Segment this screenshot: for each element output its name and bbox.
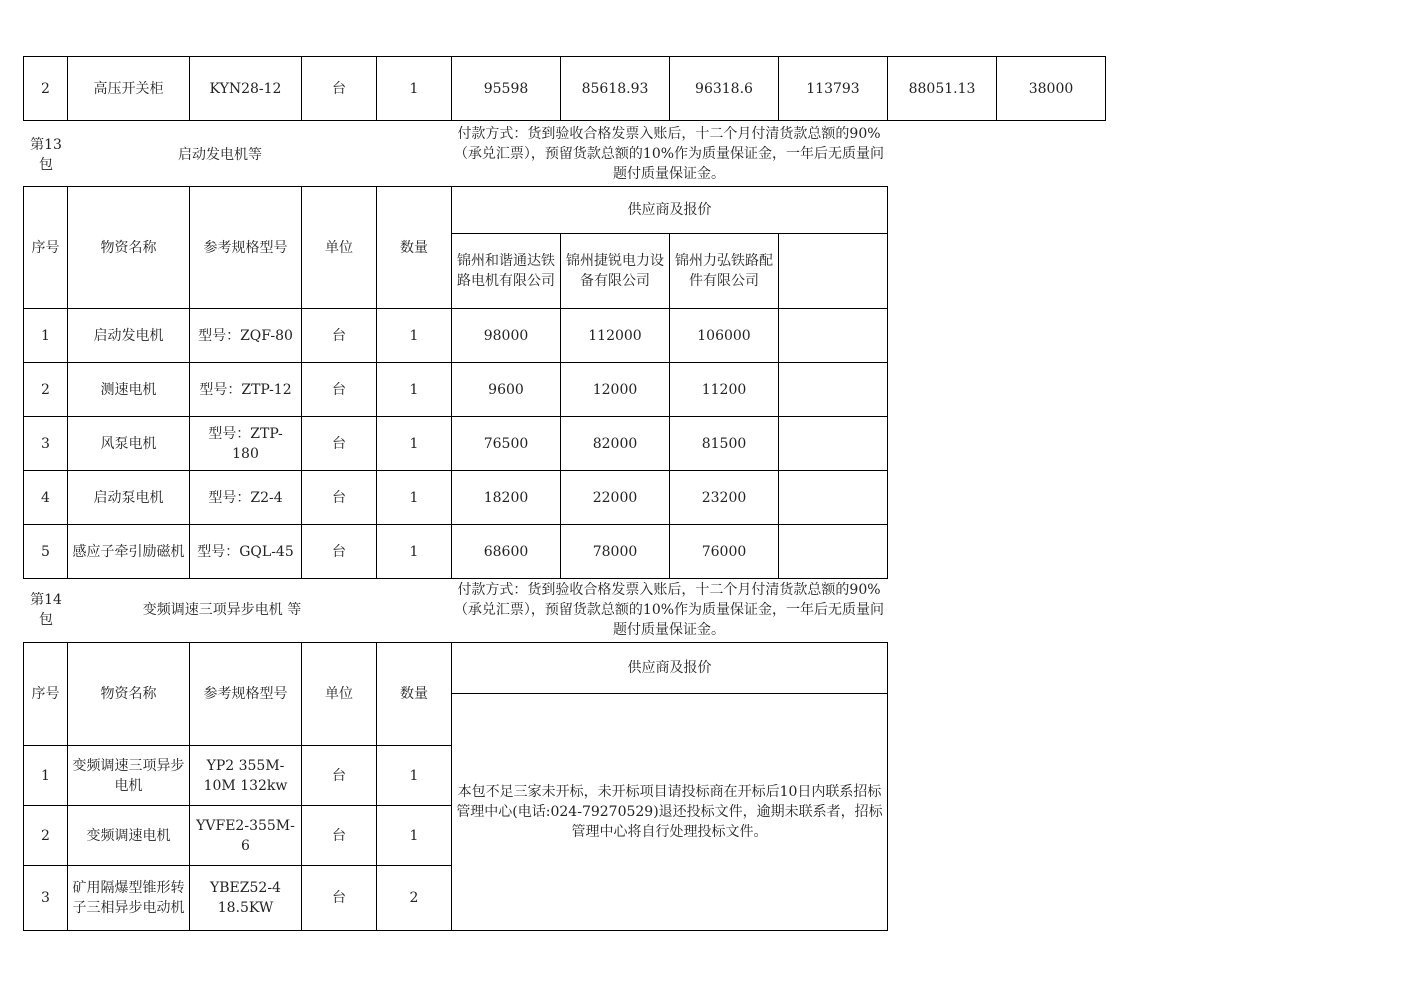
header-model: 参考规格型号 <box>190 187 302 309</box>
header-unit: 单位 <box>302 643 377 746</box>
pkg14-label: 第14包 <box>30 592 62 628</box>
header-suppliers: 供应商及报价 <box>452 643 888 694</box>
table-row <box>24 309 888 363</box>
price-cell: 18200 <box>452 471 561 525</box>
model-cell: 型号：ZQF-80 <box>190 309 302 363</box>
header-seq: 序号 <box>24 187 68 309</box>
top-row-table <box>23 56 1106 121</box>
qty-cell: 1 <box>377 57 452 121</box>
header-suppliers: 供应商及报价 <box>452 187 888 234</box>
price-cell: 23200 <box>670 471 779 525</box>
seq-cell: 3 <box>24 866 68 931</box>
price-cell: 12000 <box>561 363 670 417</box>
price-cell: 95598 <box>452 57 561 121</box>
qty-cell: 2 <box>377 866 452 931</box>
model-cell: 型号：ZTP-180 <box>190 417 302 471</box>
unit-cell: 台 <box>302 866 377 931</box>
price-cell <box>779 309 888 363</box>
unit-cell: 台 <box>302 309 377 363</box>
name-cell: 矿用隔爆型锥形转子三相异步电动机 <box>68 866 190 931</box>
seq-cell: 3 <box>24 417 68 471</box>
price-cell: 98000 <box>452 309 561 363</box>
model-cell: 型号：Z2-4 <box>190 471 302 525</box>
pkg13-table <box>23 186 888 579</box>
unit-cell: 台 <box>302 57 377 121</box>
price-cell: 96318.6 <box>670 57 779 121</box>
header-model: 参考规格型号 <box>190 643 302 746</box>
table-row <box>24 417 888 471</box>
supplier-name: 锦州捷锐电力设备有限公司 <box>561 234 670 309</box>
model-cell: YBEZ52-4 18.5KW <box>190 866 302 931</box>
price-cell: 78000 <box>561 525 670 579</box>
price-cell <box>779 525 888 579</box>
pkg13-title: 启动发电机等 <box>178 147 262 163</box>
qty-cell: 1 <box>377 525 452 579</box>
model-cell: YP2 355M-10M 132kw <box>190 746 302 806</box>
qty-cell: 1 <box>377 417 452 471</box>
unit-cell: 台 <box>302 746 377 806</box>
pkg13-payment: 付款方式：货到验收合格发票入账后，十二个月付清货款总额的90%（承兑汇票），预留货款总额的10%作为质量保证金，一年后无质量问题付质量保证金。 <box>453 126 885 182</box>
header-name: 物资名称 <box>68 643 190 746</box>
name-cell: 测速电机 <box>68 363 190 417</box>
price-cell: 82000 <box>561 417 670 471</box>
seq-cell: 1 <box>24 746 68 806</box>
pkg14-title: 变频调速三项异步电机 等 <box>142 602 302 618</box>
pkg14-notice: 本包不足三家未开标，未开标项目请投标商在开标后10日内联系招标管理中心(电话:024-79270529)退还投标文件，逾期未联系者，招标管理中心将自行处理投标文件。 <box>452 694 888 931</box>
seq-cell: 2 <box>24 57 68 121</box>
qty-cell: 1 <box>377 309 452 363</box>
price-cell: 68600 <box>452 525 561 579</box>
supplier-name: 锦州力弘铁路配件有限公司 <box>670 234 779 309</box>
seq-cell: 2 <box>24 806 68 866</box>
seq-cell: 2 <box>24 363 68 417</box>
table-row <box>24 363 888 417</box>
name-cell: 启动发电机 <box>68 309 190 363</box>
qty-cell: 1 <box>377 363 452 417</box>
name-cell: 感应子牵引励磁机 <box>68 525 190 579</box>
price-cell <box>779 417 888 471</box>
price-cell: 112000 <box>561 309 670 363</box>
price-cell: 85618.93 <box>561 57 670 121</box>
table-row <box>24 57 1106 121</box>
model-cell: 型号：ZTP-12 <box>190 363 302 417</box>
table-row <box>24 471 888 525</box>
pkg14-payment: 付款方式：货到验收合格发票入账后，十二个月付清货款总额的90%（承兑汇票），预留货款总额的10%作为质量保证金，一年后无质量问题付质量保证金。 <box>453 582 885 638</box>
price-cell: 113793 <box>779 57 888 121</box>
header-qty: 数量 <box>377 643 452 746</box>
qty-cell: 1 <box>377 471 452 525</box>
header-name: 物资名称 <box>68 187 190 309</box>
price-cell <box>779 471 888 525</box>
unit-cell: 台 <box>302 363 377 417</box>
pkg13-label: 第13包 <box>30 137 62 173</box>
name-cell: 变频调速电机 <box>68 806 190 866</box>
price-cell: 76000 <box>670 525 779 579</box>
unit-cell: 台 <box>302 806 377 866</box>
header-qty: 数量 <box>377 187 452 309</box>
price-cell: 88051.13 <box>888 57 997 121</box>
price-cell: 81500 <box>670 417 779 471</box>
price-cell: 9600 <box>452 363 561 417</box>
supplier-name <box>779 234 888 309</box>
price-cell: 11200 <box>670 363 779 417</box>
unit-cell: 台 <box>302 525 377 579</box>
price-cell <box>779 363 888 417</box>
qty-cell: 1 <box>377 806 452 866</box>
name-cell: 风泵电机 <box>68 417 190 471</box>
header-seq: 序号 <box>24 643 68 746</box>
unit-cell: 台 <box>302 471 377 525</box>
price-cell: 22000 <box>561 471 670 525</box>
model-cell: 型号：GQL-45 <box>190 525 302 579</box>
name-cell: 变频调速三项异步电机 <box>68 746 190 806</box>
model-cell: KYN28-12 <box>190 57 302 121</box>
header-unit: 单位 <box>302 187 377 309</box>
pkg14-table <box>23 642 888 931</box>
qty-cell: 1 <box>377 746 452 806</box>
table-row <box>24 525 888 579</box>
seq-cell: 1 <box>24 309 68 363</box>
model-cell: YVFE2-355M-6 <box>190 806 302 866</box>
supplier-name: 锦州和谐通达铁路电机有限公司 <box>452 234 561 309</box>
name-cell: 启动泵电机 <box>68 471 190 525</box>
price-cell: 106000 <box>670 309 779 363</box>
price-cell: 76500 <box>452 417 561 471</box>
name-cell: 高压开关柜 <box>68 57 190 121</box>
price-cell: 38000 <box>997 57 1106 121</box>
seq-cell: 5 <box>24 525 68 579</box>
seq-cell: 4 <box>24 471 68 525</box>
unit-cell: 台 <box>302 417 377 471</box>
